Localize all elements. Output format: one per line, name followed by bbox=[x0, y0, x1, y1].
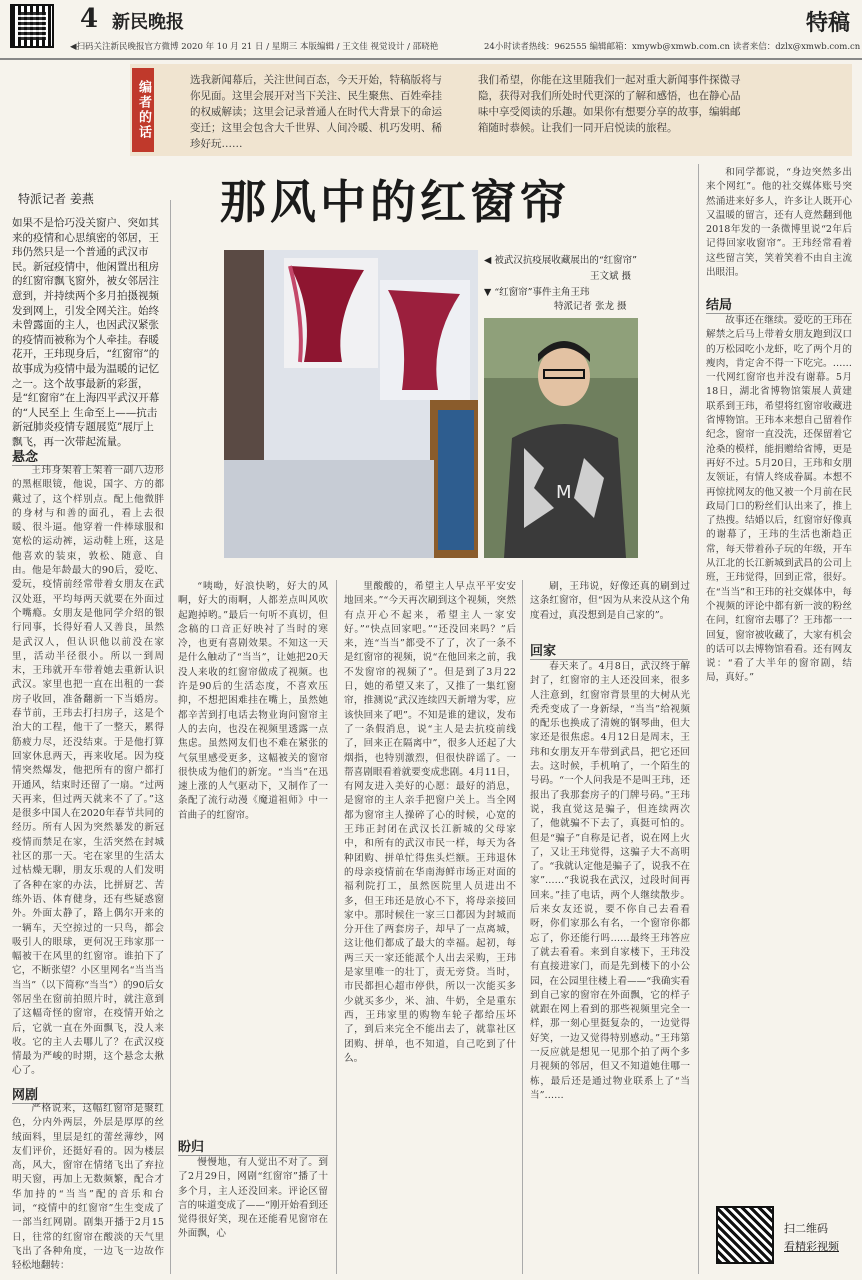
column-2b-paragraph: 慢慢地，有人觉出不对了。到了2月29日，网剧“红窗帘”播了十多个月，主人还没回来。评论区留言的味道变成了——“刚开始看到还觉得很好笑，现在还能看见窗帘在外面飘，心 bbox=[178, 1157, 328, 1240]
watch-video-link[interactable]: 看精彩视频 bbox=[784, 1240, 839, 1253]
byline: 特派记者 姜燕 bbox=[18, 192, 94, 206]
column-2b-text bbox=[178, 1156, 328, 1274]
column-1-paragraph: 王玮身架着上架着一副八边形的黑框眼镜，他说，国字、方的都戴过了，这个样别点。配上他微胖的身材与和善的面孔，看上去很暖、很斗逼。他穿着一件棒球服和宽松的运动裤，运动鞋上班，这是他喜欢的装束，敦松、随意、自由。他是年龄最大的90后，爱吃、爱玩，疫情前经常带着女朋友在武汉处逛，平均每两天就要在外面过个嘴瘾。女朋友是他同学介绍的银行同事，长得好看人又善良，虽然是武汉人，但认识他以前没在家里，活动半径很小。所以一到周末，王玮就开车带着她去重新认识武汉。家里也把一直在出租的一套房子收回，准备翻新一下当婚房。春节前，王玮去打扫房子，这是个治大的工程，他干了一整天，累得筋疲力尽，还没结束。于是他打算回家休息两天，再来收尾。因为疫情突然爆发，他把所有的窗户都打开通风，结束时还留了一扇。“过两天再来，但过两天就来不了了。”这是很多中国人在2020年春节共同的经历。所有人因为突然暴发的新冠疫情而禁足在家，生活突然在封城社区的那一天。宅在家里的生活太过枯燥无聊，朋友乐观的人们发明了各种在家的办法，比拼厨艺、苦练外语、体育健身，还有些疑惑窗外。外面太静了，路上偶尔开来的一辆车，天空掠过的一只鸟，都会吸引人的眼球，更何况王玮家那一幅被干在风里的红窗帘。谁拍下了它，不断张望？小区里网名“当当当当当”（以下简称“当当”）的90后女邻居坐在窗前拍照片时，就注意到了这幅奇怪的窗帘，在疫情开始之后，它就一直在外面飘飞，没人来收。它的主人去哪儿了？在武汉疫情最为严峻的时期，这个悬念太揪心了。 bbox=[12, 465, 164, 1077]
subhead-waiting: 盼归 bbox=[178, 1136, 328, 1156]
weibo-qr-code[interactable] bbox=[10, 4, 54, 48]
page-number: 4 bbox=[80, 4, 99, 34]
column-4-text bbox=[530, 660, 690, 1274]
contact-meta: 24小时读者热线：962555 编辑邮箱：xmywb@xmwb.com.cn 读者来信：dzlx@xmwb.com.cn bbox=[484, 42, 861, 52]
photo-credit-1: 王文斌 摄 bbox=[590, 271, 632, 282]
editor-note-tag: 编者的话 bbox=[132, 68, 154, 152]
column-5-top-paragraph: 和同学都说，“身边突然多出来个网红”。他的社交媒体账号突然涌进来好多人，许多让人既开心又温暖的留言，还有人竟然翻到他2018年发的一条微博里说“2年后记得回家收窗帘”。王玮经常看着这些留言笑，笑着笑着不由自主流出眼泪。 bbox=[706, 167, 852, 279]
subhead-home: 回家 bbox=[530, 640, 688, 660]
subhead-suspense: 悬念 bbox=[12, 446, 162, 466]
column-5-paragraph: 故事还在继续。爱吃的王玮在解禁之后马上带着女朋友跑到汉口的万松园吃小龙虾，吃了两个月的瘦肉，肯定舍不得一下吃完。……一代网红窗帘也并没有谢幕。5月18日，湖北省博物馆策展人黄建联系到王玮，希望将红窗帘收藏进省博物馆。王玮本来想自己留着作纪念，窗帘一直没洗，还保留着它沧桑的模样，能捐赠给省博，更是再好不过。5月20日，王玮和女朋友领证，有情人终成眷属。本想不再惊扰网友的他又被一个月前在民政局门口的粉丝们认出来了，推上了热搜。结婚以后，红窗帘好像真的谢幕了，王玮的生活也渐趋正常，每天带着孙子玩的年级，开车从江北的长江新城到武昌的公司上班，王玮觉得，回到正常，很好。在“当当”和王玮的社交媒体中，每个视频的评论中都有新一波的粉丝在问，红窗帘去哪了？王玮都一一回复，窗帘被收藏了，大家有机会的话可以去博物馆看看。还有网友说：“看了大半年的窗帘剧，结局，真好。” bbox=[706, 315, 852, 684]
newspaper-name: 新民晚报 bbox=[112, 12, 184, 33]
column-3-text bbox=[344, 580, 516, 1274]
wang-wei-portrait bbox=[484, 318, 638, 558]
photo-caption-1: ◀ 被武汉抗疫展收藏展出的“红窗帘” bbox=[484, 255, 638, 266]
column-1-text bbox=[12, 464, 164, 1077]
column-divider bbox=[336, 580, 337, 1274]
section-title: 特稿 bbox=[805, 10, 850, 36]
article-title: 那风中的红窗帘 bbox=[220, 175, 570, 229]
subhead-ending: 结局 bbox=[706, 294, 852, 314]
column-1b-paragraph: 严格说来，这幅红窗帘是聚红色，分内外两层，外层是厚厚的丝绒面料，里层是红的蕾丝薄纱，网友们评价，还挺好看的。因为楼层高，风大，窗帘在情绪飞出了弃拉明天窗，再加上无数频繁，配合才华加持的“当当”配的音乐和台词，“疫情中的红窗帘”生生变成了一部当红网剧。剧集开播于2月15日，往常的红窗帘在酸淡的天气里飞出了各种角度，一边飞一边故作轻松地翻转： bbox=[12, 1103, 164, 1272]
column-divider bbox=[522, 580, 523, 1274]
editor-note-left: 选我新闻幕后，关注世间百态，今天开始，特稿版将与你见面。这里会展开对当下关注、民生聚焦、百姓牵挂的权威解读；这里会记录普通人在时代大背景下的命运变迁；这里会包含大千世界、人间冷暖、机巧发明、稀珍好玩…… bbox=[190, 74, 442, 150]
column-divider bbox=[170, 200, 171, 1274]
column-3-paragraph: 里酸酸的，希望主人早点平平安安地回来。”“今天再次刷到这个视频，突然有点开心不起来，希望主人一家安好。”“快点回家吧。”“还没回来吗？”后来，连“当当”都受不了了，次了一条不是红窗帘的视频，说“在他回来之前，我不发窗帘的视频了”。但是到了3月22日，她的希望又来了，又推了一集红窗帘，推测说“武汉连续四天新增为零，应该快回来了吧”。不知是谁的建议，发布了一条假消息，说“主人是去抗疫前线了，回来正在隔离中”，很多人还起了大烟指，也特别激烈，但很快辟谣了。一帮喜剧眼看着就要变成悲剧。4月11日，有网友进入美好的心愿：最好的消息，是窗帘的主人亲手把窗户关上。当全网都为窗帘主人操碎了心的时候，心宽的王玮正封闭在武汉长江新城的父母家中，和所有的武汉市民一样，每天为各种团购、拼单忙得焦头烂额。王玮退休的母亲疫情前在华南海鲜市场正对面的福利院打工，虽然医院里人员进出不多，但王玮还是放心不下，将母亲接回家中。那时候住一家三口都因为封城而分开住了两套房子，却早了一点离城，这让他们都成了最大的幸福。起初，每两三天一家还能派个人出去采购，王玮是家里唯一的壮丁，责无旁贷。当时，市民都担心超市停供，所以一次能买多少就买多少，米、油、牛奶，全是重东西，王玮家里的购物车轮子都给压坏了，到后来完全不能出去了，就靠社区团购、拼单，也不知道，自己吃到了什么。 bbox=[344, 581, 516, 1064]
svg-text:M: M bbox=[556, 482, 572, 503]
column-1b-text bbox=[12, 1102, 164, 1274]
video-qr-code[interactable] bbox=[716, 1206, 774, 1264]
column-divider bbox=[698, 164, 699, 1274]
column-2-paragraph: “咦呦，好浪快哟，好大的风啊，好大的雨啊，人都差点叫风吹起跑掉哟。”最后一句听不真切，但念稿的口音正好映衬了当时的寒冷，也更有喜剧效果。不知这一天是什么触动了“当当”，让她把20天没人来收的红窗帘做成了视频。也许是90后的生活态度，不喜欢压抑，不想把困难挂在嘴上，虽然她都辛苦到打电话去物业询问窗帘主人的去向，也没在视频里透露一点焦虑。虽然网友们也不难在紧张的气氛里感受更多，这幅被关的窗帘很快成为他们的新宠。“当当”在迅速上涨的人气驱动下，又制作了一条配了流行动漫《魔道祖师》中一首曲子的红窗帘。 bbox=[178, 581, 328, 821]
scan-label: 扫二维码 bbox=[784, 1222, 828, 1235]
edition-meta: ◀扫码关注新民晚报官方微博 2020 年 10 月 21 日 / 星期三 本版编辑 / 王文佳 视觉设计 / 邵晓艳 bbox=[70, 42, 439, 52]
red-curtain-photo bbox=[224, 250, 478, 558]
column-2-text bbox=[178, 580, 328, 1000]
article-lead: 如果不是恰巧没关窗户、突如其来的疫情和心思缜密的邻居，王玮仍然只是一个普通的武汉市民。新冠疫情中，他闲置出租房的红窗帘飘飞窗外，被女邻居注意到，并持续两个多月拍摄视频发到网上，引发全网关注。始终未曾露面的主人，也因武汉紧张的疫情而被称为个人牵挂。春暖花开，王玮现身后，“红窗帘”的故事成为疫情中最为温暖的记忆之一。这个故事最新的彩蛋，是“红窗帘”在上海四平武汉开幕的“人民至上 生命至上——抗击新冠肺炎疫情专题展览”展厅上飘飞，再一次带起流量。 bbox=[12, 217, 160, 448]
page-header bbox=[0, 0, 862, 60]
photo-credit-2: 特派记者 张龙 摄 bbox=[554, 301, 627, 312]
column-5-text bbox=[706, 314, 852, 1198]
column-5-top bbox=[706, 166, 852, 282]
photo-caption-2: ▼ “红窗帘”事件主角王玮 bbox=[484, 287, 590, 298]
column-4-top-paragraph: 刷，王玮说，好像还真的刷到过这条红窗帘，但“因为从来没从这个角度看过，真没想到是自己家的”。 bbox=[530, 581, 690, 621]
subhead-web-drama: 网剧 bbox=[12, 1084, 162, 1104]
column-4-paragraph: 春天来了。4月8日，武汉终于解封了，红窗帘的主人还没回来，很多人注意到，红窗帘背景里的大树从光秃秃变成了一身新绿，“当当”给视频的配乐也换成了清婉的钢琴曲，但大家还是很焦虑。4月12日是周末，王玮和女朋友开车带到武昌，把它还回去。这时候，手机响了，一个陌生的号码。“一个人问我是不是叫王玮，还报出了我那套房子的门牌号码。”王玮说，我直觉这是骗子，但连续两次了，他就骗不下去了，真挺可怕的。但是“骗子”自称是记者，说在网上火了，又让王玮觉得，这骗子大不高明了。“我就认定他是骗子了，说我不在家”……“我说我在武汉，过段时间再回来。”挂了电话，两个人继续散步。后来女友还说，要不你自己去看看呀，你们家那么有名，一个窗帘你都忘了，你还能行吗……最终王玮答应了就去看看。来到自家楼下，王玮没有直接进家门，而是先到楼下的小公园，在公园里往楼上看——“我确实看到自己家的窗帘在外面飘，它的样子就跟在网上看到的那些视频里完全一样，那一刻心里挺复杂的，一边觉得好笑，一边又觉得特别感动。”王玮第一反应就是想见一见那个拍了两个多月视频的邻居，但又不知道她住哪一栋，最后还是通过物业联系上了“当当”…… bbox=[530, 661, 690, 1101]
editor-note-right: 我们希望，你能在这里随我们一起对重大新闻事件探微寻隐，获得对我们所处时代更深的了解和感悟，也在静心品味中享受阅读的乐趣。如果你有想要分享的故事，编辑邮箱随时恭候。让我们一同开启悦读的旅程。 bbox=[478, 74, 741, 134]
column-4-top bbox=[530, 580, 690, 630]
